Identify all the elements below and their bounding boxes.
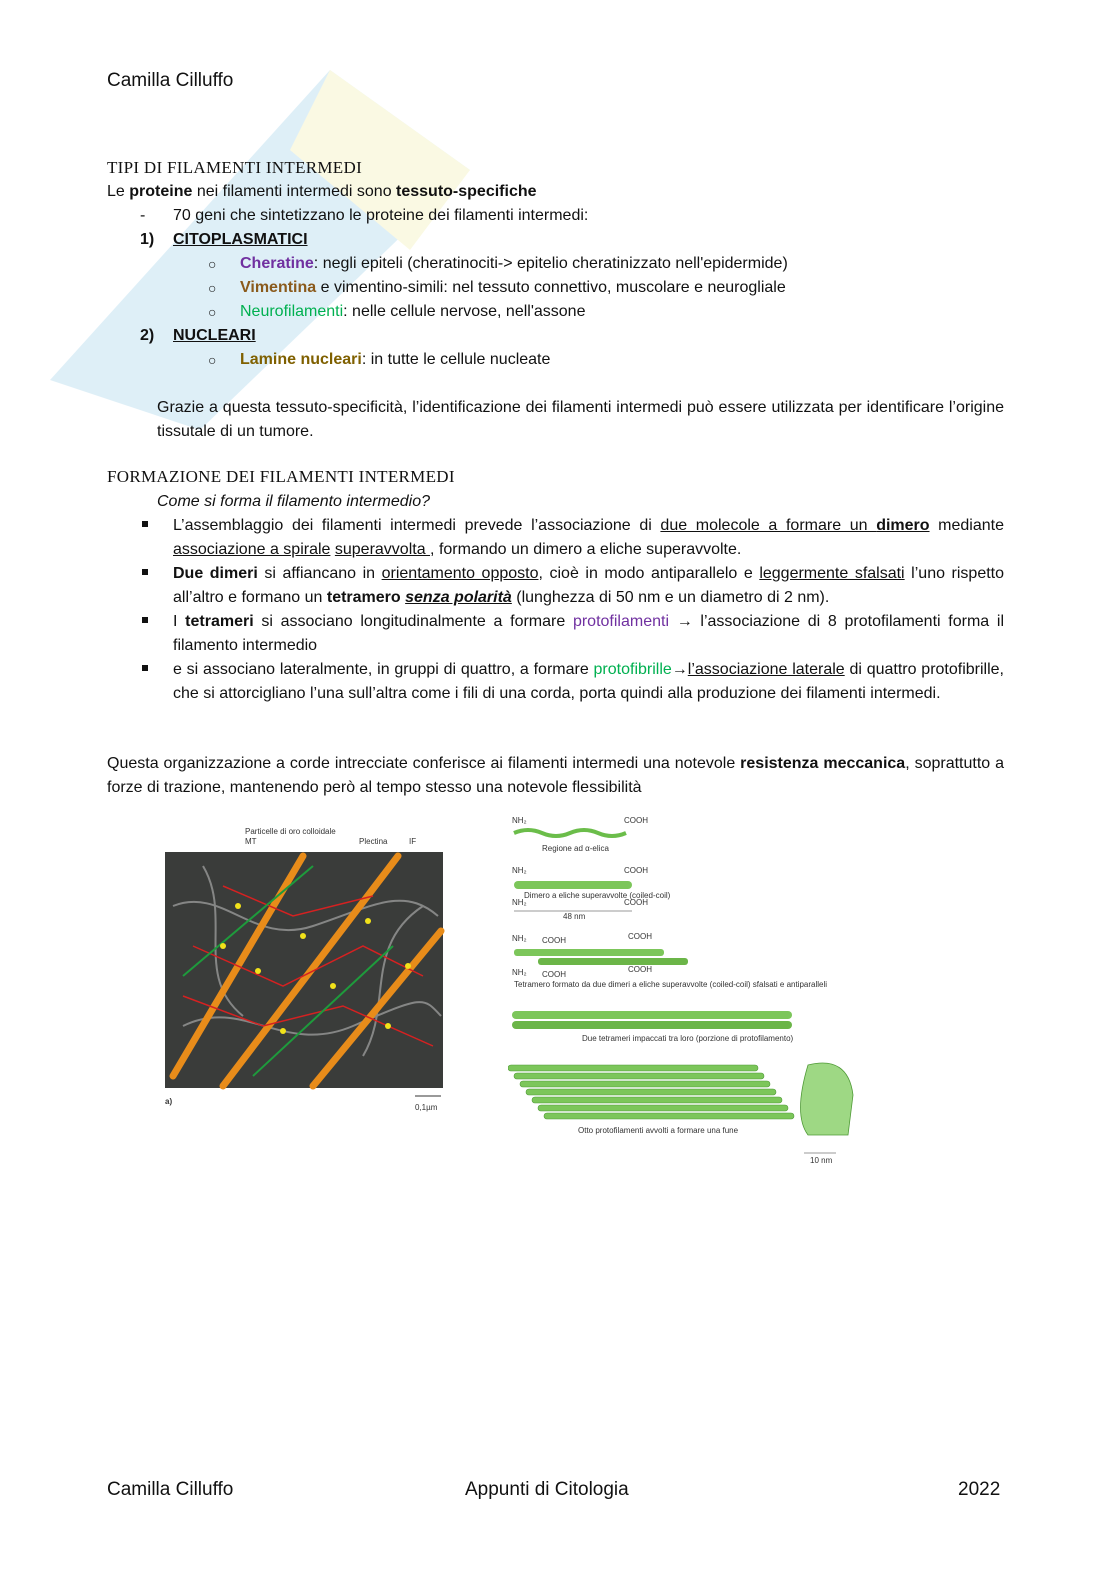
- footer-title: Appunti di Citologia: [465, 1479, 629, 1500]
- section-title-types: TIPI DI FILAMENTI INTERMEDI: [107, 158, 363, 177]
- category-2-number: 2): [140, 327, 155, 344]
- svg-text:COOH: COOH: [628, 932, 652, 941]
- svg-text:NH₂: NH₂: [512, 866, 527, 875]
- intro-line: Le proteine nei filamenti intermedi sono tessuto-specifiche: [107, 183, 537, 200]
- header-author: Camilla Cilluffo: [107, 70, 234, 91]
- question-line: Come si forma il filamento intermedio?: [157, 493, 430, 510]
- svg-text:COOH: COOH: [628, 965, 652, 974]
- plectin-label: Plectina: [359, 837, 388, 846]
- section-title-formation: FORMAZIONE DEI FILAMENTI INTERMEDI: [107, 467, 455, 486]
- tumor-note: Grazie a questa tessuto-specificità, l’identificazione dei filamenti intermedi può essere utilizzata per identificare l’origine tissutale di un tumore.: [157, 399, 1004, 440]
- circle-bullet: ○: [208, 304, 217, 320]
- list-item-neurofilamenti: Neurofilamenti: nelle cellule nervose, nell'assone: [240, 303, 586, 320]
- svg-text:NH₂: NH₂: [512, 968, 527, 977]
- footer-author: Camilla Cilluffo: [107, 1479, 234, 1500]
- circle-bullet: ○: [208, 352, 217, 368]
- mt-label: MT: [245, 837, 257, 846]
- svg-text:NH₂: NH₂: [512, 816, 527, 825]
- svg-text:NH₂: NH₂: [512, 898, 527, 907]
- assembly-diagram: [508, 815, 860, 1165]
- panel-label: a): [165, 1097, 173, 1106]
- svg-text:Regione ad α-elica: Regione ad α-elica: [542, 844, 609, 853]
- svg-text:COOH: COOH: [624, 816, 648, 825]
- square-bullet: [142, 521, 148, 527]
- square-bullet: [142, 569, 148, 575]
- list-item-vimentina: Vimentina e vimentino-simili: nel tessuto connettivo, muscolare e neurogliale: [240, 279, 786, 296]
- category-1-title: CITOPLASMATICI: [173, 231, 308, 248]
- svg-text:10 nm: 10 nm: [810, 1156, 833, 1165]
- bullet-tetramero: Due dimeri si affiancano in orientamento opposto, cioè in modo antiparallelo e leggermente sfalsati l’uno rispetto all’altro e formano un tetramero senza polarità (lunghezza di 50 nm e un diametro di 2 nm).: [173, 565, 1005, 606]
- svg-text:Dimero a eliche superavvolte (: Dimero a eliche superavvolte (coiled-coil): [524, 891, 671, 900]
- svg-text:COOH: COOH: [624, 898, 648, 907]
- footer-year: 2022: [958, 1479, 1001, 1500]
- square-bullet: [142, 617, 148, 623]
- svg-text:COOH: COOH: [542, 970, 566, 979]
- category-2-title: NUCLEARI: [173, 327, 256, 344]
- dash-bullet: -: [140, 207, 146, 224]
- square-bullet: [142, 665, 148, 671]
- list-item-lamine: Lamine nucleari: in tutte le cellule nucleate: [240, 351, 551, 368]
- circle-bullet: ○: [208, 280, 217, 296]
- list-item-cheratine: Cheratine: negli epiteli (cheratinociti-> epitelio cheratinizzato nell'epidermide): [240, 255, 788, 272]
- micrograph-figure: [163, 826, 445, 1116]
- if-label: IF: [409, 837, 417, 846]
- svg-text:COOH: COOH: [624, 866, 648, 875]
- scale-label: 0,1µm: [415, 1103, 438, 1112]
- bullet-protofilamenti: I tetrameri si associano longitudinalmente a formare protofilamenti → l’associazione di 8 protofilamenti forma il filamento intermedio: [173, 613, 1004, 654]
- svg-text:Otto protofilamenti avvolti a: Otto protofilamenti avvolti a formare una fune: [578, 1126, 739, 1135]
- svg-text:Tetramero formato da due dimer: Tetramero formato da due dimeri a eliche superavvolte (coiled-coil) sfalsati e antiparalleli: [514, 980, 828, 989]
- bullet-dimero: L’assemblaggio dei filamenti intermedi prevede l’associazione di due molecole a formare un dimero mediante associazione a spirale superavvolta , formando un dimero a eliche superavvolte.: [173, 517, 1004, 558]
- conclusion-paragraph: Questa organizzazione a corde intrecciate conferisce ai filamenti intermedi una notevole resistenza meccanica, soprattutto a forze di trazione, mantenendo però al tempo stesso una notevole flessibilità: [107, 755, 1004, 796]
- category-1-number: 1): [140, 231, 155, 248]
- svg-text:COOH: COOH: [542, 936, 566, 945]
- svg-text:Due tetrameri impaccati tra lo: Due tetrameri impaccati tra loro (porzione di protofilamento): [582, 1034, 794, 1043]
- particles-label: Particelle di oro colloidale: [245, 827, 336, 836]
- genes-line: 70 geni che sintetizzano le proteine dei filamenti intermedi:: [173, 207, 589, 224]
- circle-bullet: ○: [208, 256, 217, 272]
- svg-text:48 nm: 48 nm: [563, 912, 586, 921]
- svg-text:NH₂: NH₂: [512, 934, 527, 943]
- bullet-protofibrille: e si associano lateralmente, in gruppi di quattro, a formare protofibrille→l’associazione laterale di quattro protofibrille, che si attorcigliano l’una sull’altra come i fili di una corda, porta quindi alla produzione dei filamenti intermedi.: [173, 661, 1005, 702]
